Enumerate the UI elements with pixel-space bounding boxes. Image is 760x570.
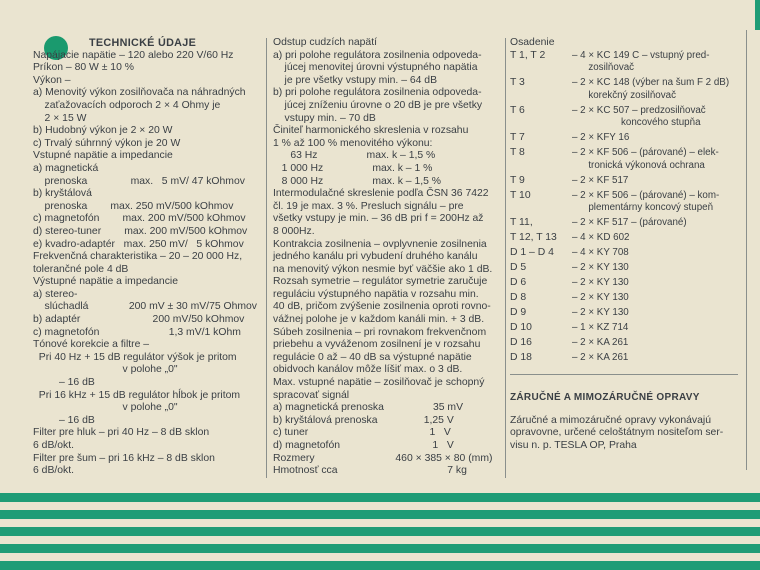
text-line: 8 000 Hz max. k – 1,5 % bbox=[273, 175, 442, 187]
component-value: korekčný zosilňovač bbox=[572, 89, 676, 101]
component-value: tronická výkonová ochrana bbox=[572, 159, 705, 171]
text-line: c) magnetofón 1,3 mV/1 kOhm bbox=[33, 326, 241, 338]
warranty-title: ZÁRUČNÉ A MIMOZÁRUČNÉ OPRAVY bbox=[510, 392, 700, 403]
component-ref: T 6 bbox=[510, 104, 525, 116]
component-ref: D 10 bbox=[510, 322, 532, 334]
text-line: 6 dB/okt. bbox=[33, 465, 75, 477]
component-row bbox=[510, 322, 738, 335]
component-row bbox=[510, 262, 738, 275]
component-value: – 2 × KA 261 bbox=[572, 352, 629, 364]
text-line: d) stereo-tuner max. 200 mV/500 kOhmov bbox=[33, 225, 248, 237]
text-line: Kontrakcia zosilnenia – ovplyvnenie zosilnenia bbox=[273, 238, 487, 250]
text-line: visu n. p. TESLA OP, Praha bbox=[510, 439, 637, 451]
text-line: Hmotnosť cca 7 kg bbox=[273, 465, 467, 477]
component-row bbox=[510, 202, 738, 215]
components-list bbox=[510, 50, 738, 365]
components-heading: Osadenie bbox=[510, 37, 555, 48]
text-line: Rozmery 460 × 385 × 80 (mm) bbox=[273, 452, 493, 464]
component-ref bbox=[510, 117, 572, 130]
text-line: 40 dB, pričom zvýšenie zosilnenia oproti rovno- bbox=[273, 301, 491, 313]
component-row bbox=[510, 147, 738, 160]
text-line: jedného kanálu pri vybudení druhého kanálu bbox=[273, 251, 478, 263]
component-ref: D 9 bbox=[510, 307, 527, 319]
component-ref: T 3 bbox=[510, 77, 525, 89]
text-line: a) stereo- bbox=[33, 288, 78, 300]
text-line: a) magnetická bbox=[33, 162, 99, 174]
text-line: b) kryštálová bbox=[33, 188, 92, 200]
component-value: – 2 × KA 261 bbox=[572, 337, 629, 349]
text-line: b) Hudobný výkon je 2 × 20 W bbox=[33, 125, 173, 137]
text-line: Príkon – 80 W ± 10 % bbox=[33, 62, 134, 74]
component-value: – 4 × KD 602 bbox=[572, 232, 630, 244]
stripe bbox=[0, 527, 760, 536]
component-row bbox=[510, 132, 738, 145]
component-row bbox=[510, 160, 738, 173]
text-line: Max. vstupné napätie – zosilňovač je schopný bbox=[273, 377, 485, 389]
text-line: reguláciu výstupného napätia v rozsahu min. bbox=[273, 288, 479, 300]
component-value: – 2 × KF 506 – (párované) – kom- bbox=[572, 189, 720, 201]
text-line: b) adaptér 200 mV/50 kOhmov bbox=[33, 314, 245, 326]
component-ref: T 9 bbox=[510, 174, 525, 186]
component-row bbox=[510, 77, 738, 90]
component-value: – 2 × KF 517 bbox=[572, 174, 629, 186]
text-line: spracovať signál bbox=[273, 389, 350, 401]
text-line: d) magnetofón 1 V bbox=[273, 440, 454, 451]
text-line: 1 % až 100 % menovitého výkonu: bbox=[273, 137, 433, 149]
text-line: 2 × 15 W bbox=[33, 112, 87, 124]
component-ref: T 7 bbox=[510, 132, 525, 144]
component-ref bbox=[510, 62, 572, 75]
text-line: 8 000Hz. bbox=[273, 225, 315, 237]
stripe bbox=[0, 544, 760, 553]
text-line: Filter pre hluk – pri 40 Hz – 8 dB sklon bbox=[33, 427, 210, 439]
text-line: a) pri polohe regulátora zosilnenia odpoveda- bbox=[273, 49, 482, 61]
text-line: prenoska max. 5 mV/ 47 kOhmov bbox=[33, 175, 245, 187]
component-value: zosilňovač bbox=[572, 62, 635, 74]
text-line: v polohe „0" bbox=[33, 364, 178, 376]
component-row bbox=[510, 190, 738, 203]
text-line: Výstupné napätie a impedancie bbox=[33, 276, 178, 288]
stripe bbox=[0, 510, 760, 519]
component-row bbox=[510, 307, 738, 320]
text-line: e) kvadro-adaptér max. 250 mV/ 5 kOhmov bbox=[33, 238, 244, 250]
component-value: – 2 × KF 506 – (párované) – elek- bbox=[572, 147, 719, 159]
component-value: – 1 × KZ 714 bbox=[572, 322, 629, 334]
text-line: c) tuner 1 V bbox=[273, 427, 451, 439]
component-row bbox=[510, 90, 738, 103]
component-ref: T 10 bbox=[510, 189, 531, 201]
component-value: – 2 × KC 507 – predzosilňovač bbox=[572, 104, 706, 116]
text-line: Intermodulačné skreslenie podľa ČSN 36 7422 bbox=[273, 188, 489, 200]
text-line: opravovne, určené celoštátnym nositeľom ser- bbox=[510, 427, 724, 439]
text-line: je pre všetky vstupy min. – 64 dB bbox=[273, 74, 438, 86]
column-divider bbox=[505, 38, 506, 478]
warranty-text bbox=[510, 415, 738, 453]
component-row bbox=[510, 277, 738, 290]
component-value: – 2 × KY 130 bbox=[572, 262, 629, 274]
text-line: 1 000 Hz max. k – 1 % bbox=[273, 162, 433, 174]
component-row bbox=[510, 217, 738, 230]
component-row bbox=[510, 337, 738, 350]
component-value: – 2 × KFY 16 bbox=[572, 132, 630, 144]
text-line: prenoska max. 250 mV/500 kOhmov bbox=[33, 200, 234, 212]
text-line: regulácie 0 až – 40 dB sa výstupné napätie bbox=[273, 351, 472, 363]
text-line: vážnej polohe je v každom kanáli min. + 3 dB. bbox=[273, 314, 485, 326]
component-row bbox=[510, 247, 738, 260]
text-line: – 16 dB bbox=[33, 414, 95, 426]
text-line: Činiteľ harmonického skreslenia v rozsahu bbox=[273, 125, 469, 137]
component-value: – 2 × KY 130 bbox=[572, 292, 629, 304]
component-ref: D 18 bbox=[510, 352, 532, 364]
text-line: Záručné a mimozáručné opravy vykonávajú bbox=[510, 414, 711, 426]
text-line: Pri 40 Hz + 15 dB regulátor výšok je pritom bbox=[33, 351, 237, 363]
section-title: TECHNICKÉ ÚDAJE bbox=[89, 37, 197, 49]
component-row bbox=[510, 62, 738, 75]
component-row bbox=[510, 105, 738, 118]
component-value: – 4 × KY 708 bbox=[572, 247, 629, 259]
component-ref: T 11, bbox=[510, 217, 533, 229]
interference-lines bbox=[273, 37, 505, 478]
text-line: zaťažovacích odporoch 2 × 4 Ohmy je bbox=[33, 99, 221, 111]
text-line: slúchadlá 200 mV ± 30 mV/75 Ohmov bbox=[33, 301, 258, 313]
text-line: Pri 16 kHz + 15 dB regulátor hĺbok je pritom bbox=[33, 389, 241, 401]
text-line: b) kryštálová prenoska 1,25 V bbox=[273, 414, 454, 426]
component-row bbox=[510, 352, 738, 365]
component-ref: T 12, T 13 bbox=[510, 232, 557, 244]
section-divider bbox=[510, 374, 738, 375]
text-line: na menovitý výkon nesmie byť väčšie ako 1 dB. bbox=[273, 263, 493, 275]
component-ref bbox=[510, 90, 572, 103]
component-ref: D 1 – D 4 bbox=[510, 247, 554, 259]
text-line: vstupy min. – 70 dB bbox=[273, 112, 376, 124]
text-line: Filter pre šum – pri 16 kHz – 8 dB sklon bbox=[33, 452, 215, 464]
component-ref: T 8 bbox=[510, 147, 525, 159]
corner-stripe bbox=[755, 0, 760, 30]
text-line: Odstup cudzích napätí bbox=[273, 37, 377, 48]
component-value: – 2 × KC 148 (výber na šum F 2 dB) bbox=[572, 77, 730, 89]
page-border bbox=[746, 30, 747, 470]
component-ref bbox=[510, 202, 572, 215]
column-components bbox=[510, 37, 738, 451]
text-line: a) Menovitý výkon zosilňovača na náhradných bbox=[33, 87, 246, 99]
text-line: priebehu a vyváženom zosilnení je v rozsahu bbox=[273, 339, 481, 351]
component-value: – 4 × KC 149 C – vstupný pred- bbox=[572, 49, 710, 61]
text-line: Frekvenčná charakteristika – 20 – 20 000 Hz, bbox=[33, 251, 243, 263]
component-value: koncového stupňa bbox=[572, 117, 701, 129]
text-line: Tónové korekcie a filtre – bbox=[33, 339, 150, 351]
text-line: 6 dB/okt. bbox=[33, 440, 75, 451]
component-value: – 2 × KY 130 bbox=[572, 277, 629, 289]
text-line: c) Trvalý súhrnný výkon je 20 W bbox=[33, 137, 181, 149]
component-ref: D 6 bbox=[510, 277, 527, 289]
component-ref bbox=[510, 160, 572, 173]
column-interference bbox=[273, 37, 505, 478]
stripe bbox=[0, 493, 760, 502]
text-line: Súbeh zosilnenia – pri rovnakom frekvenčnom bbox=[273, 326, 487, 338]
component-ref: D 16 bbox=[510, 337, 532, 349]
text-line: Rozsah symetrie – regulátor symetrie zaručuje bbox=[273, 276, 488, 288]
component-value: – 2 × KY 130 bbox=[572, 307, 629, 319]
text-line: čl. 19 je max. 3 %. Presluch signálu – pre bbox=[273, 200, 464, 212]
text-line: júcej zníženiu úrovne o 20 dB je pre všetky bbox=[273, 99, 483, 111]
text-line: b) pri polohe regulátora zosilnenia odpoveda- bbox=[273, 87, 482, 99]
component-ref: T 1, T 2 bbox=[510, 49, 546, 61]
component-ref: D 8 bbox=[510, 292, 527, 304]
component-value: plementárny koncový stupeň bbox=[572, 202, 714, 214]
technical-data-lines bbox=[33, 50, 268, 478]
text-line: Vstupné napätie a impedancie bbox=[33, 150, 173, 162]
text-line: tolerančné pole 4 dB bbox=[33, 263, 129, 275]
column-technical-data bbox=[33, 37, 268, 478]
text-line: obidvoch kanálov môže líšiť max. o 3 dB. bbox=[273, 364, 463, 376]
component-row bbox=[510, 117, 738, 130]
text-line: v polohe „0" bbox=[33, 402, 178, 414]
component-row bbox=[510, 292, 738, 305]
component-ref: D 5 bbox=[510, 262, 527, 274]
component-row bbox=[510, 232, 738, 245]
text-line: júcej menovitej úrovni výstupného napätia bbox=[273, 62, 478, 74]
text-line: a) magnetická prenoska 35 mV bbox=[273, 402, 463, 414]
text-line: c) magnetofón max. 200 mV/500 kOhmov bbox=[33, 213, 246, 225]
text-line: Výkon – bbox=[33, 74, 71, 86]
text-line: – 16 dB bbox=[33, 377, 95, 389]
text-line: 63 Hz max. k – 1,5 % bbox=[273, 150, 436, 162]
component-row bbox=[510, 175, 738, 188]
text-line: Napájacie napätie – 120 alebo 220 V/60 Hz bbox=[33, 49, 234, 61]
component-row bbox=[510, 50, 738, 63]
component-value: – 2 × KF 517 – (párované) bbox=[572, 217, 687, 229]
stripe bbox=[0, 561, 760, 570]
text-line: všetky vstupy je min. – 36 dB pri f = 200Hz až bbox=[273, 213, 484, 225]
